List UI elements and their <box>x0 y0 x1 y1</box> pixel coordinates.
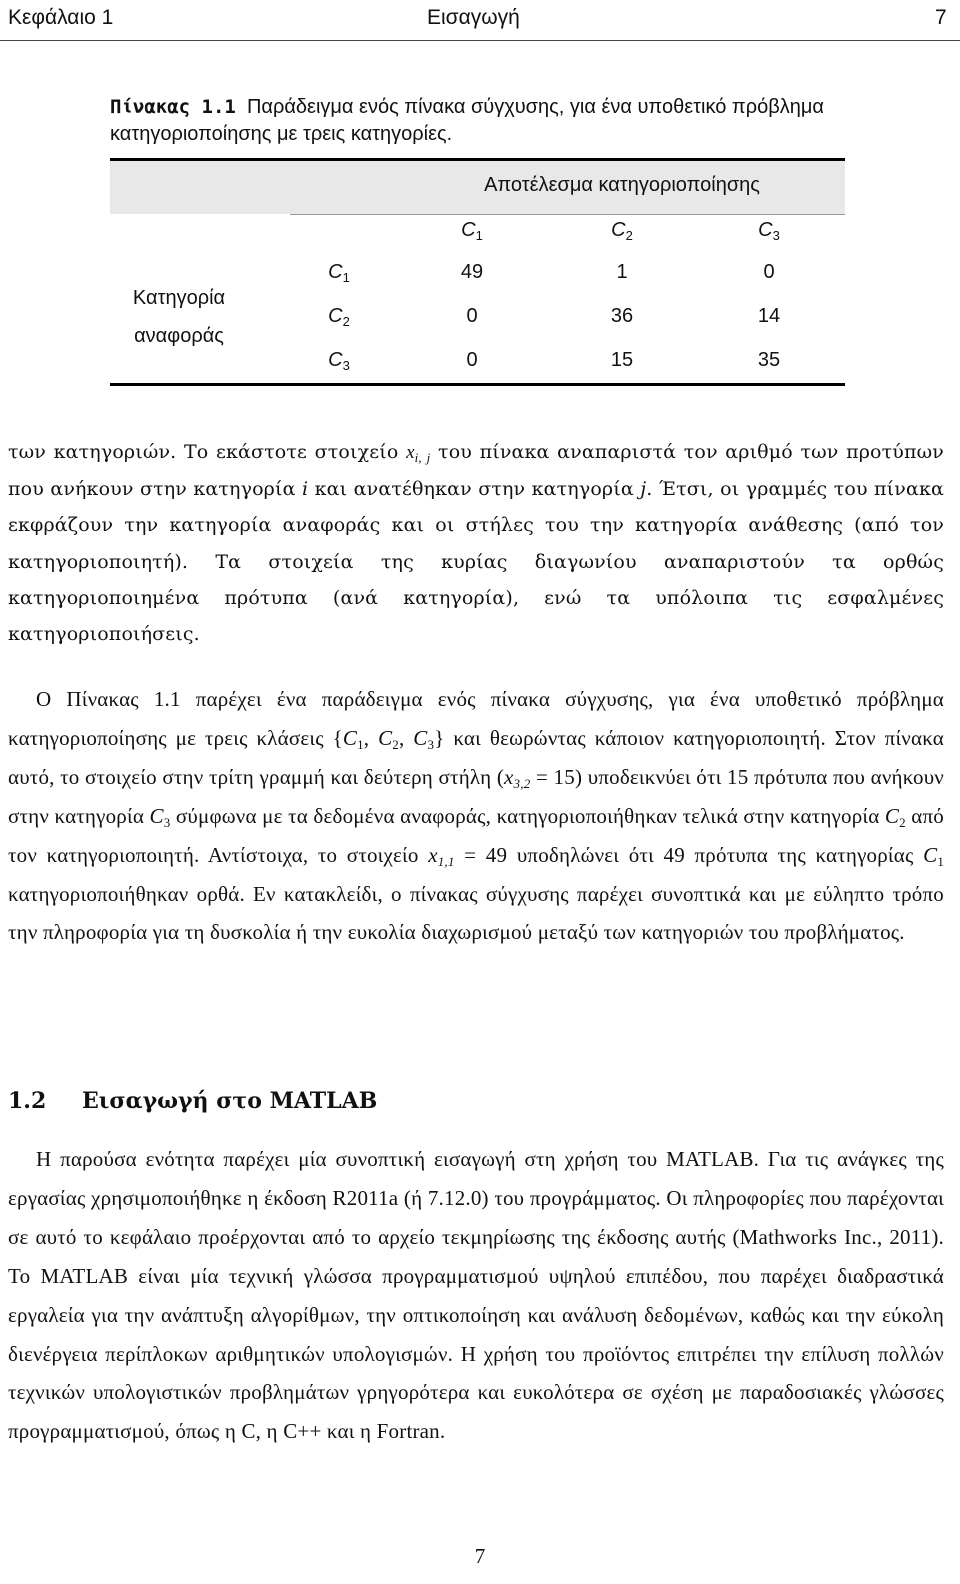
confusion-table <box>110 158 845 386</box>
section-heading <box>8 1088 377 1114</box>
paragraph-1: των κατηγοριών. Το εκάστοτε στοιχείο $x_{i, j}$ του πίνακα αναπαριστά τον αριθμό των προτύπων που ανήκουν στην κατηγορία i και ανατέθηκαν στην κατηγορία j. Έτσι, οι γραμμές του πίνακα εκφράζουν την κατηγορία αναφοράς και οι στήλες του την κατηγορία ανάθεσης (από τον κατηγοριοποιητή). Τα στοιχεία της κυρίας διαγωνίου αναπαριστούν τα ορθώς κατηγοριοποιημένα πρότυπα (ανά κατηγορία), ενώ τα υπόλοιπα τις εσφαλμένες κατηγοριοποιήσεις. <box>8 441 944 646</box>
caption-text: Παράδειγμα ενός πίνακα σύγχυσης, για ένα υποθετικό πρόβλημα κατηγοριοποίησης με τρεις κατηγορίες. <box>110 96 824 145</box>
header-title: Εισαγωγή <box>427 6 520 29</box>
table-header-rule <box>290 214 845 215</box>
running-header <box>0 0 960 41</box>
caption-label: Πίνακας 1.1 <box>110 96 236 118</box>
row-header-c2: $C_2$ <box>328 305 350 329</box>
section-number: 1.2 <box>8 1088 47 1114</box>
col-header-c3: $C_3$ <box>758 219 780 243</box>
col-group-header: Αποτέλεσμα κατηγοριοποίησης <box>484 174 760 196</box>
table-cell: 0 <box>763 261 775 283</box>
table-cell: 14 <box>757 305 781 327</box>
table-cell: 35 <box>757 349 781 371</box>
math-x-32: $x_{3,2} = 15$ <box>504 764 575 791</box>
row-group-label-line2: αναφοράς <box>134 325 224 347</box>
table-cell: 1 <box>616 261 628 283</box>
row-header-c3: $C_3$ <box>328 349 350 373</box>
table-cell: 0 <box>466 349 478 371</box>
section-title: Εισαγωγή στο MATLAB <box>82 1088 378 1114</box>
col-header-c1: $C_1$ <box>461 219 483 243</box>
table-cell: 49 <box>460 261 484 283</box>
table-caption <box>110 94 845 148</box>
paragraph-2: Ο Πίνακας 1.1 παρέχει ένα παράδειγμα ενός πίνακα σύγχυσης, για ένα υποθετικό πρόβλημα κατηγοριοποίησης με τρεις κλάσεις {$C_1$, $C_2$, $C_3$} και θεωρώντας κάποιον κατηγοριοποιητή. Στον πίνακα αυτό, το στοιχείο στην τρίτη γραμμή και δεύτερη στήλη $(x_{3,2} = 15)$ υποδεικνύει ότι 15 πρότυπα που ανήκουν στην κατηγορία $C_3$ σύμφωνα με τα δεδομένα αναφοράς, κατηγοριοποιήθηκαν τελικά στην κατηγορία $C_2$ από τον κατηγοριοποιητή. Αντίστοιχα, το στοιχείο $x_{1,1} = 49$ υποδηλώνει ότι 49 πρότυπα της κατηγορίας $C_1$ κατηγοριοποιήθηκαν ορθά. Εν κατακλείδι, ο πίνακας σύγχυσης παρέχει συνοπτικά και με εύληπτο τρόπο την πληροφορία για τη δυσκολία ή την ευκολία διαχωρισμού μεταξύ των κατηγοριών του προβλήματος. <box>8 687 945 945</box>
header-chapter: Κεφάλαιο 1 <box>8 6 114 29</box>
footer-page-number: 7 <box>474 1544 486 1568</box>
row-header-c1: $C_1$ <box>328 261 350 285</box>
header-page-number: 7 <box>935 6 947 29</box>
col-header-c2: $C_2$ <box>611 219 633 243</box>
paragraph-3: Η παρούσα ενότητα παρέχει μία συνοπτική εισαγωγή στη χρήση του MATLAB. Για τις ανάγκες της εργασίας χρησιμοποιήθηκε η έκδοση R2011a (ή 7.12.0) του προγράμματος. Οι πληροφορίες που παρέχονται σε αυτό το κεφάλαιο προέρχονται από το αρχείο τεκμηρίωσης της έκδοσης αυτής (Mathworks Inc., 2011). Το MATLAB είναι μία τεχνική γλώσσα προγραμματισμού υψηλού επιπέδου, που παρέχει διαδραστικά εργαλεία για την ανάπτυξη αλγορίθμων, την οπτικοποίηση και ανάλυση δεδομένων, καθώς και την εύκολη διενέργεια περίπλοκων αριθμητικών υπολογισμών. Η χρήση του προϊόντος επιτρέπει την επίλυση πολλών τεχνικών υπολογιστικών προβλημάτων γρηγορότερα και ευκολότερα σε σχέση με παραδοσιακές γλώσσες προγραμματισμού, όπως η C, η C++ και η Fortran. <box>8 1147 944 1444</box>
table-cell: 0 <box>466 305 478 327</box>
table-cell: 15 <box>610 349 634 371</box>
math-x-ij: $x_{i, j}$ <box>406 442 431 465</box>
table-cell: 36 <box>610 305 634 327</box>
math-x-11: $x_{1,1} = 49$ <box>428 842 508 869</box>
row-group-label-line1: Κατηγορία <box>132 287 226 309</box>
